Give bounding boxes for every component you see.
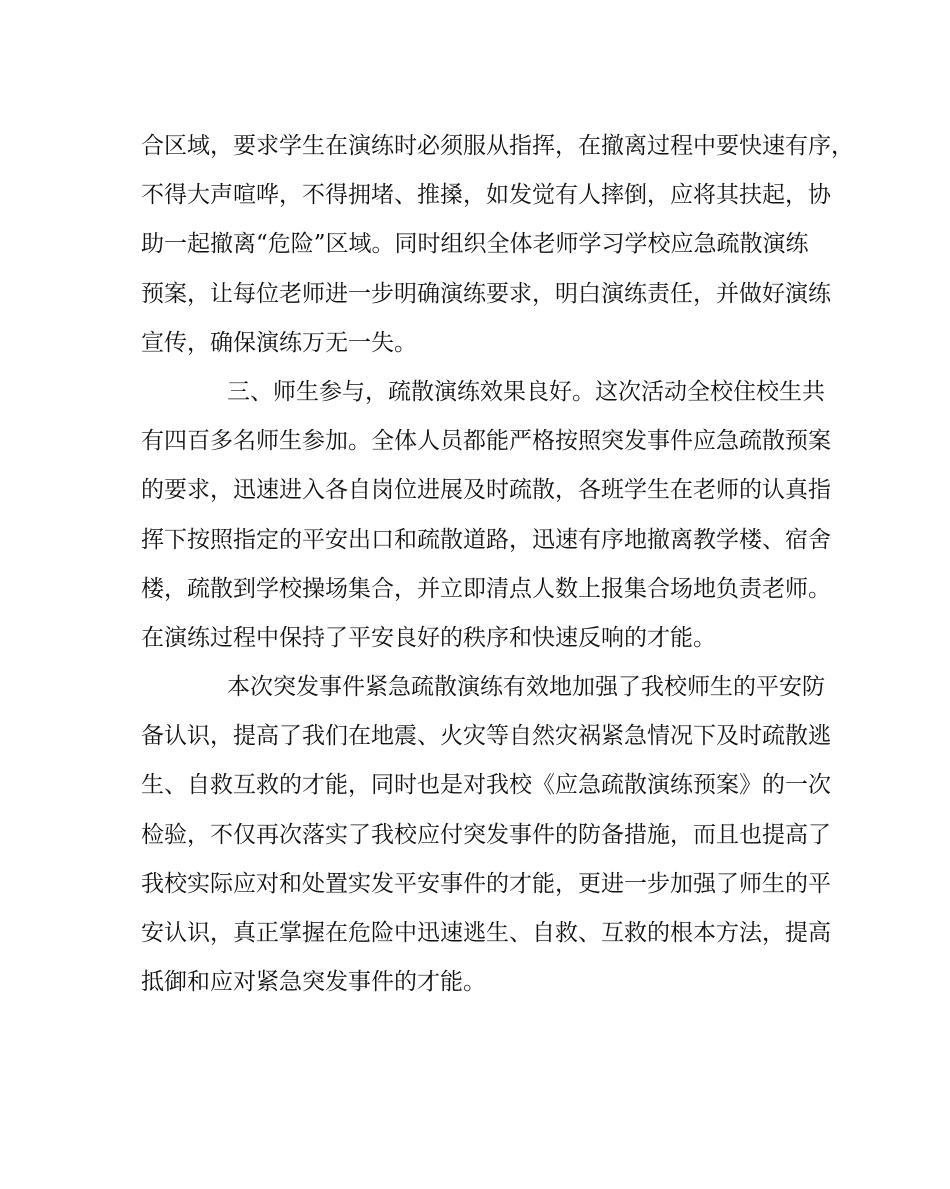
document-body (141, 122, 854, 1007)
text-line: 抵御和应对紧急突发事件的才能。 (141, 969, 486, 996)
paragraph-conclusion (141, 663, 831, 1007)
text-line: 助一起撤离“危险”区域。同时组织全体老师学习学校应急疏散演练 (141, 231, 809, 258)
text-line: 安认识，真正掌握在危险中迅速逃生、自救、互救的根本方法，提高 (141, 920, 831, 946)
text-line: 我校实际应对和处置实发平安事件的才能，更进一步加强了师生的平 (141, 870, 831, 897)
text-line: 挥下按照指定的平安出口和疏散道路，迅速有序地撤离教学楼、宿舍 (141, 526, 831, 553)
text-line: 预案，让每位老师进一步明确演练要求，明白演练责任，并做好演练 (141, 280, 831, 307)
text-line: 宣传，确保演练万无一失。 (141, 329, 417, 356)
text-line: 检验，不仅再次落实了我校应付突发事件的防备措施，而且也提高了 (141, 821, 831, 848)
text-line: 的要求，迅速进入各自岗位进展及时疏散，各班学生在老师的认真指 (141, 477, 831, 504)
text-line: 备认识，提高了我们在地震、火灾等自然灾祸紧急情况下及时疏散逃 (141, 723, 831, 750)
text-line: 有四百多名师生参加。全体人员都能严格按照突发事件应急疏散预案 (141, 428, 831, 455)
paragraph-evacuation-requirements (141, 122, 854, 368)
paragraph-section-three (141, 368, 831, 663)
text-line: 本次突发事件紧急疏散演练有效地加强了我校师生的平安防 (227, 674, 825, 701)
text-line: 在演练过程中保持了平安良好的秩序和快速反响的才能。 (141, 624, 716, 651)
text-line: 生、自救互救的才能，同时也是对我校《应急疏散演练预案》的一次 (141, 772, 831, 799)
text-line: 合区域，要求学生在演练时必须服从指挥，在撤离过程中要快速有序， (141, 133, 854, 159)
text-line: 三、师生参与，疏散演练效果良好。这次活动全校住校生共 (227, 378, 825, 405)
text-line: 楼，疏散到学校操场集合，并立即清点人数上报集合场地负责老师。 (141, 575, 831, 602)
text-line: 不得大声喧哗，不得拥堵、推搡，如发觉有人摔倒，应将其扶起，协 (141, 182, 831, 209)
